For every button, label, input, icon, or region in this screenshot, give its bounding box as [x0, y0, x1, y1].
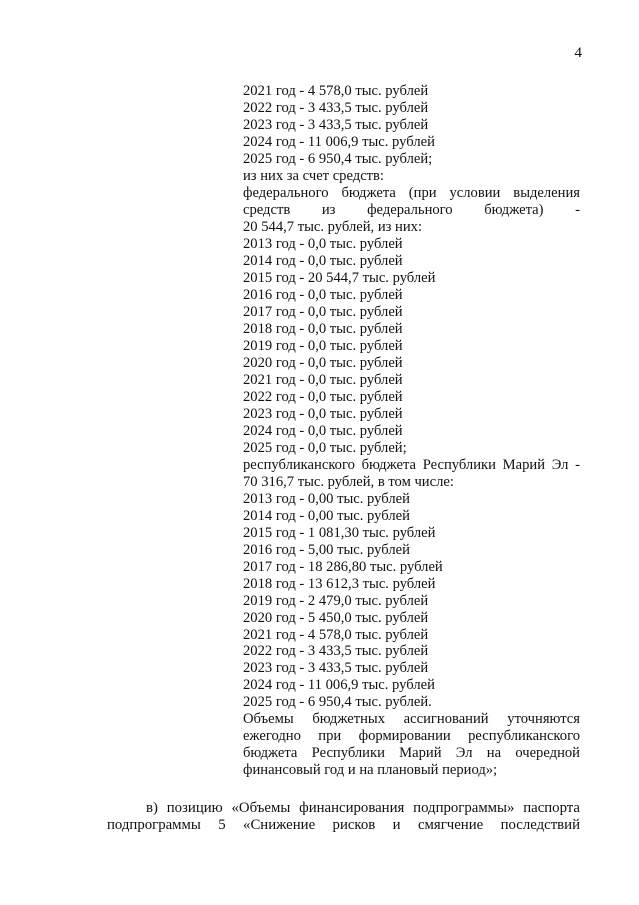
year-line: 2013 год - 0,0 тыс. рублей	[243, 235, 403, 252]
year-line: 2023 год - 3 433,5 тыс. рублей	[243, 116, 429, 133]
budget-note-line: Объемы бюджетных ассигнований уточняются	[243, 711, 580, 728]
year-line: 2024 год - 11 006,9 тыс. рублей	[243, 133, 435, 150]
republican-budget-section	[243, 457, 580, 712]
federal-heading-line: средств из федерального бюджета) -	[243, 201, 580, 218]
year-line: 2017 год - 18 286,80 тыс. рублей	[243, 558, 443, 575]
amendment-line: в) позицию «Объемы финансирования подпрограммы» паспорта	[146, 800, 580, 816]
year-line: 2023 год - 0,0 тыс. рублей	[243, 405, 403, 422]
year-line: 2016 год - 5,00 тыс. рублей	[243, 541, 410, 558]
year-line: 2018 год - 0,0 тыс. рублей	[243, 320, 403, 337]
budget-note-line: финансовый год и на плановый период»;	[243, 762, 498, 779]
federal-heading-line: федерального бюджета (при условии выделения	[243, 184, 580, 201]
top-years-list	[243, 83, 580, 168]
year-line: 2015 год - 1 081,30 тыс. рублей	[243, 524, 436, 541]
federal-budget-section	[243, 185, 580, 457]
page-number: 4	[574, 45, 582, 61]
year-line: 2023 год - 3 433,5 тыс. рублей	[243, 660, 429, 677]
budget-note-line: бюджета Республики Марий Эл на очередной	[243, 745, 580, 762]
year-line: 2020 год - 0,0 тыс. рублей	[243, 354, 403, 371]
year-line: 2024 год - 0,0 тыс. рублей	[243, 422, 403, 439]
amendment-line: подпрограммы 5 «Снижение рисков и смягчение последствий	[107, 817, 580, 833]
budget-note	[243, 711, 580, 779]
year-line: 2013 год - 0,00 тыс. рублей	[243, 490, 410, 507]
year-line: 2021 год - 4 578,0 тыс. рублей	[243, 83, 429, 99]
year-line: 2025 год - 0,0 тыс. рублей;	[243, 439, 407, 456]
republican-heading-line: республиканского бюджета Республики Марий Эл -	[243, 456, 580, 473]
year-line: 2022 год - 3 433,5 тыс. рублей	[243, 99, 429, 116]
republican-total: 70 316,7 тыс. рублей, в том числе:	[243, 473, 454, 490]
federal-total: 20 544,7 тыс. рублей, из них:	[243, 218, 423, 235]
amendment-paragraph	[107, 800, 580, 834]
year-line: 2021 год - 4 578,0 тыс. рублей	[243, 626, 429, 643]
budget-note-line: ежегодно при формировании республиканского	[243, 728, 580, 745]
year-line: 2017 год - 0,0 тыс. рублей	[243, 303, 403, 320]
year-line: 2014 год - 0,00 тыс. рублей	[243, 507, 410, 524]
year-line: 2025 год - 6 950,4 тыс. рублей;	[243, 150, 433, 167]
year-line: 2019 год - 0,0 тыс. рублей	[243, 337, 403, 354]
funding-column	[243, 83, 580, 779]
funding-sources-intro: из них за счет средств:	[243, 167, 384, 184]
year-line: 2021 год - 0,0 тыс. рублей	[243, 371, 403, 388]
year-line: 2014 год - 0,0 тыс. рублей	[243, 252, 403, 269]
year-line: 2019 год - 2 479,0 тыс. рублей	[243, 592, 429, 609]
year-line: 2024 год - 11 006,9 тыс. рублей	[243, 677, 435, 694]
year-line: 2016 год - 0,0 тыс. рублей	[243, 286, 403, 303]
year-line: 2020 год - 5 450,0 тыс. рублей	[243, 609, 429, 626]
year-line: 2022 год - 3 433,5 тыс. рублей	[243, 643, 429, 660]
year-line: 2022 год - 0,0 тыс. рублей	[243, 388, 403, 405]
year-line: 2015 год - 20 544,7 тыс. рублей	[243, 269, 436, 286]
year-line: 2025 год - 6 950,4 тыс. рублей.	[243, 694, 432, 711]
year-line: 2018 год - 13 612,3 тыс. рублей	[243, 575, 436, 592]
